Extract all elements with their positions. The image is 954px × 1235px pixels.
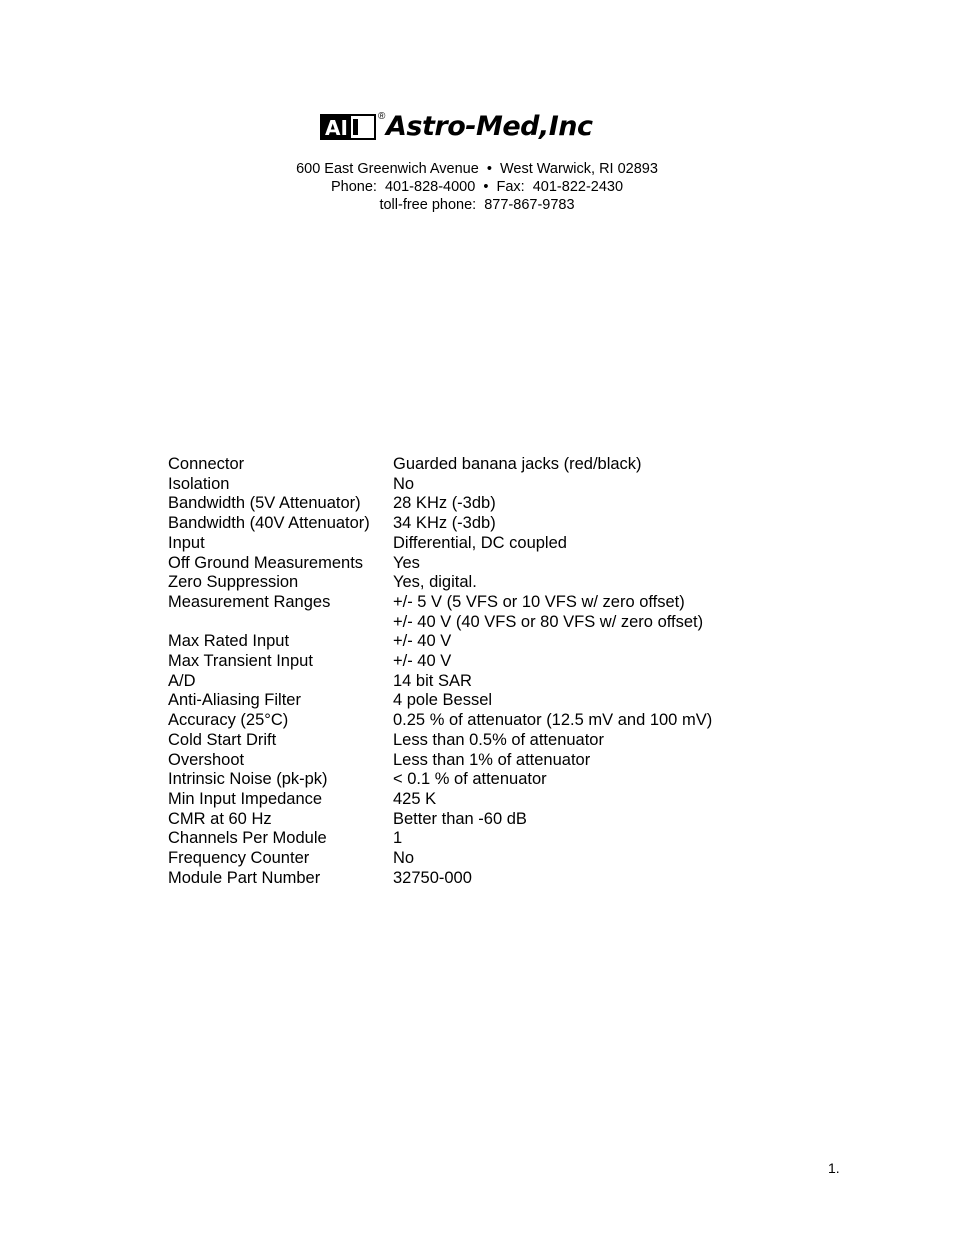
spec-label: Bandwidth (5V Attenuator) (168, 494, 361, 513)
spec-label: Zero Suppression (168, 573, 299, 592)
spec-row (168, 652, 712, 672)
spec-row (168, 475, 712, 495)
spec-row (168, 869, 712, 889)
spec-label: Channels Per Module (168, 829, 327, 848)
spec-label (168, 613, 393, 633)
spec-label: Cold Start Drift (168, 730, 277, 749)
spec-label: Intrinsic Noise (pk-pk) (168, 770, 328, 789)
spec-value: +/- 40 V (40 VFS or 80 VFS w/ zero offset) (393, 612, 704, 631)
spec-value: Differential, DC coupled (393, 533, 567, 552)
spec-value: Less than 0.5% of attenuator (393, 730, 604, 749)
company-address-block (0, 160, 954, 214)
spec-row (168, 494, 712, 514)
spec-label: Input (168, 533, 205, 552)
spec-value: 28 KHz (-3db) (393, 494, 496, 513)
page-number: 1. (828, 1160, 840, 1176)
specifications-table (168, 455, 712, 888)
spec-row (168, 711, 712, 731)
logo-mark-letter-a: AI (325, 116, 348, 140)
spec-value: 425 K (393, 789, 437, 808)
spec-value: Guarded banana jacks (red/black) (393, 455, 642, 473)
spec-label: Measurement Ranges (168, 592, 331, 611)
spec-value: No (393, 849, 415, 868)
spec-row (168, 810, 712, 830)
phone-fax-line: Phone: 401-828-4000 • Fax: 401-822-2430 (330, 179, 624, 195)
spec-row (168, 829, 712, 849)
spec-label: Accuracy (25°C) (168, 711, 289, 730)
spec-value: Yes (393, 553, 420, 572)
spec-row (168, 849, 712, 869)
astro-med-logo-mark-icon (320, 114, 376, 140)
spec-value: 1 (393, 829, 403, 848)
spec-label: CMR at 60 Hz (168, 809, 272, 828)
spec-row (168, 534, 712, 554)
spec-row (168, 751, 712, 771)
spec-row (168, 790, 712, 810)
spec-label: Anti-Aliasing Filter (168, 691, 301, 710)
spec-label: Isolation (168, 474, 230, 493)
spec-row (168, 554, 712, 574)
spec-value: 32750-000 (393, 868, 472, 887)
spec-label: Frequency Counter (168, 849, 310, 868)
spec-label: A/D (168, 671, 196, 690)
spec-label: Max Rated Input (168, 632, 290, 651)
spec-row (168, 731, 712, 751)
spec-label: Module Part Number (168, 868, 321, 887)
spec-value: +/- 5 V (5 VFS or 10 VFS w/ zero offset) (393, 592, 685, 611)
spec-row (168, 593, 712, 613)
spec-value: +/- 40 V (393, 632, 452, 651)
spec-value: Less than 1% of attenuator (393, 750, 591, 769)
spec-label: Overshoot (168, 750, 245, 769)
spec-value: +/- 40 V (393, 652, 452, 671)
spec-row (168, 613, 712, 633)
spec-value: 14 bit SAR (393, 671, 472, 690)
spec-row (168, 514, 712, 534)
company-logo (320, 110, 592, 144)
spec-row (168, 691, 712, 711)
spec-label: Bandwidth (40V Attenuator) (168, 514, 370, 533)
spec-value: 0.25 % of attenuator (12.5 mV and 100 mV) (393, 711, 713, 730)
address-line: 600 East Greenwich Avenue • West Warwick, RI 02893 (296, 161, 658, 177)
spec-value: No (393, 474, 415, 493)
toll-free-line: toll-free phone: 877-867-9783 (379, 197, 575, 213)
registered-mark-icon: ® (378, 111, 386, 122)
spec-row (168, 455, 712, 475)
spec-value: Yes, digital. (393, 573, 477, 592)
spec-row (168, 672, 712, 692)
spec-value: Better than -60 dB (393, 809, 527, 828)
logo-wordmark: Astro-Med,Inc (386, 111, 593, 142)
spec-value: 34 KHz (-3db) (393, 514, 496, 533)
spec-label: Connector (168, 455, 245, 473)
spec-row (168, 770, 712, 790)
spec-label: Min Input Impedance (168, 789, 323, 808)
spec-row (168, 632, 712, 652)
spec-label: Max Transient Input (168, 652, 313, 671)
spec-value: < 0.1 % of attenuator (393, 770, 547, 789)
spec-value: 4 pole Bessel (393, 691, 493, 710)
spec-row (168, 573, 712, 593)
spec-label: Off Ground Measurements (168, 553, 364, 572)
